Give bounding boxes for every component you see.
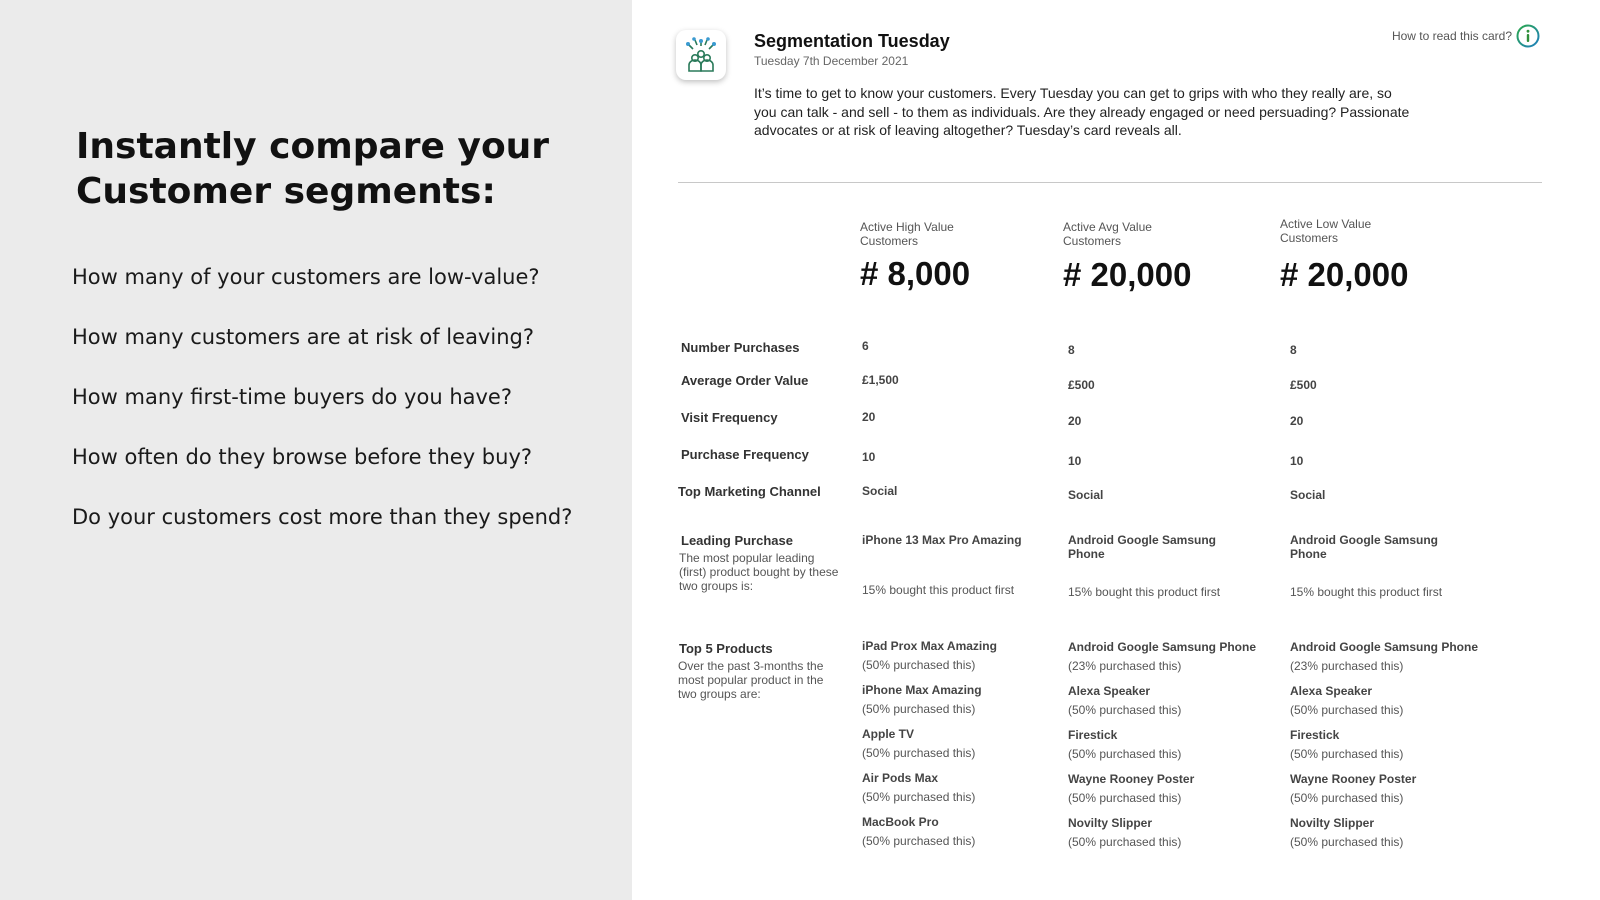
- top-product-item: [862, 637, 997, 675]
- cell-leading-note: 15% bought this product first: [1290, 585, 1443, 599]
- segment-count: # 20,000: [1063, 256, 1192, 293]
- cell-channel: Social: [1068, 488, 1104, 502]
- product-pct: (23% purchased this): [1068, 659, 1182, 673]
- top-product-item: [1290, 638, 1478, 676]
- product-pct: (50% purchased this): [862, 658, 976, 672]
- product-name: iPad Prox Max Amazing: [862, 639, 997, 653]
- product-pct: (23% purchased this): [1290, 659, 1404, 673]
- product-name: Apple TV: [862, 727, 915, 741]
- product-name: MacBook Pro: [862, 815, 939, 829]
- product-pct: (50% purchased this): [1290, 747, 1404, 761]
- product-pct: (50% purchased this): [862, 790, 976, 804]
- cell-purchase-frequency: 10: [1068, 454, 1082, 468]
- headline: Instantly compare your Customer segments:: [76, 126, 550, 212]
- cell-purchases: 8: [1290, 343, 1297, 357]
- top-product-item: [1290, 770, 1416, 808]
- left-panel: [0, 0, 632, 900]
- row-desc-top5: Over the past 3-months the most popular product in the two groups are:: [678, 659, 824, 701]
- product-name: Novilty Slipper: [1068, 816, 1153, 830]
- top-product-item: [1068, 682, 1181, 720]
- cell-leading-product: Android Google Samsung Phone: [1068, 533, 1217, 561]
- product-pct: (50% purchased this): [1290, 835, 1404, 849]
- product-pct: (50% purchased this): [1068, 791, 1182, 805]
- product-name: Wayne Rooney Poster: [1290, 772, 1417, 786]
- cell-visit-frequency: 20: [862, 410, 876, 424]
- question-item: How many first-time buyers do you have?: [72, 385, 512, 409]
- product-name: Firestick: [1068, 728, 1118, 742]
- product-name: Air Pods Max: [862, 771, 939, 785]
- top-product-item: [1068, 726, 1181, 764]
- card-date: Tuesday 7th December 2021: [754, 54, 909, 68]
- product-pct: (50% purchased this): [862, 834, 976, 848]
- question-item: How many customers are at risk of leaving?: [72, 325, 534, 349]
- product-name: Android Google Samsung Phone: [1290, 640, 1479, 654]
- cell-channel: Social: [862, 484, 898, 498]
- segment-name: Active High Value Customers: [860, 220, 954, 248]
- product-pct: (50% purchased this): [1068, 747, 1182, 761]
- top-product-item: [1290, 814, 1403, 852]
- top-product-item: [1068, 638, 1256, 676]
- segment-count: # 20,000: [1280, 256, 1409, 293]
- product-pct: (50% purchased this): [862, 746, 976, 760]
- product-pct: (50% purchased this): [1290, 703, 1404, 717]
- row-label-top5: Top 5 Products: [679, 641, 773, 656]
- cell-leading-note: 15% bought this product first: [862, 583, 1015, 597]
- cell-aov: £500: [1068, 378, 1095, 392]
- cell-purchases: 6: [862, 339, 869, 353]
- top-product-item: [862, 681, 982, 719]
- top-product-item: [1290, 726, 1403, 764]
- card-description: It’s time to get to know your customers. Every Tuesday you can get to grips with who they really are, so you can talk - and sell - to them as individuals. Are they already engaged or need persuading? Passionate advocates or at risk of leaving altogether? Tuesday’s card reveals all.: [754, 85, 1410, 138]
- segment-name: Active Low Value Customers: [1280, 217, 1372, 245]
- product-name: Novilty Slipper: [1290, 816, 1375, 830]
- cell-purchase-frequency: 10: [1290, 454, 1304, 468]
- divider: [678, 182, 1542, 183]
- product-name: Firestick: [1290, 728, 1340, 742]
- how-to-read-link[interactable]: How to read this card?: [1391, 29, 1512, 43]
- product-name: Wayne Rooney Poster: [1068, 772, 1195, 786]
- segment-name: Active Avg Value Customers: [1063, 220, 1152, 248]
- row-label-leading-purchase: Leading Purchase: [681, 533, 793, 548]
- cell-purchase-frequency: 10: [862, 450, 876, 464]
- top-product-item: [1290, 682, 1403, 720]
- top-product-item: [862, 769, 975, 807]
- cell-visit-frequency: 20: [1068, 414, 1082, 428]
- product-pct: (50% purchased this): [1068, 703, 1182, 717]
- top-product-item: [862, 725, 975, 763]
- card-title: Segmentation Tuesday: [754, 31, 950, 51]
- product-pct: (50% purchased this): [1068, 835, 1182, 849]
- cell-leading-product: Android Google Samsung Phone: [1290, 533, 1439, 561]
- cell-purchases: 8: [1068, 343, 1075, 357]
- info-icon[interactable]: [1516, 24, 1540, 48]
- question-item: How often do they browse before they buy?: [72, 445, 533, 469]
- cell-channel: Social: [1290, 488, 1326, 502]
- product-pct: (50% purchased this): [862, 702, 976, 716]
- segment-count: # 8,000: [860, 255, 971, 292]
- row-label-marketing-channel: Top Marketing Channel: [678, 484, 821, 499]
- product-name: Alexa Speaker: [1068, 684, 1151, 698]
- cell-aov: £1,500: [862, 373, 899, 387]
- question-item: Do your customers cost more than they spend?: [72, 505, 573, 529]
- top-product-item: [1068, 770, 1194, 808]
- row-label-aov: Average Order Value: [681, 373, 809, 388]
- product-name: Alexa Speaker: [1290, 684, 1373, 698]
- people-network-icon: [676, 30, 726, 80]
- cell-aov: £500: [1290, 378, 1317, 392]
- cell-leading-product: iPhone 13 Max Pro Amazing: [862, 533, 1022, 547]
- cell-visit-frequency: 20: [1290, 414, 1304, 428]
- product-name: Android Google Samsung Phone: [1068, 640, 1257, 654]
- row-desc-leading-purchase: The most popular leading (first) product bought by these two groups is:: [679, 551, 839, 593]
- top-product-item: [862, 813, 975, 851]
- product-name: iPhone Max Amazing: [862, 683, 982, 697]
- cell-leading-note: 15% bought this product first: [1068, 585, 1221, 599]
- row-label-purchases: Number Purchases: [681, 340, 800, 355]
- row-label-visit-frequency: Visit Frequency: [681, 410, 778, 425]
- product-pct: (50% purchased this): [1290, 791, 1404, 805]
- top-product-item: [1068, 814, 1181, 852]
- row-label-purchase-frequency: Purchase Frequency: [681, 447, 809, 462]
- question-item: How many of your customers are low-value?: [72, 265, 540, 289]
